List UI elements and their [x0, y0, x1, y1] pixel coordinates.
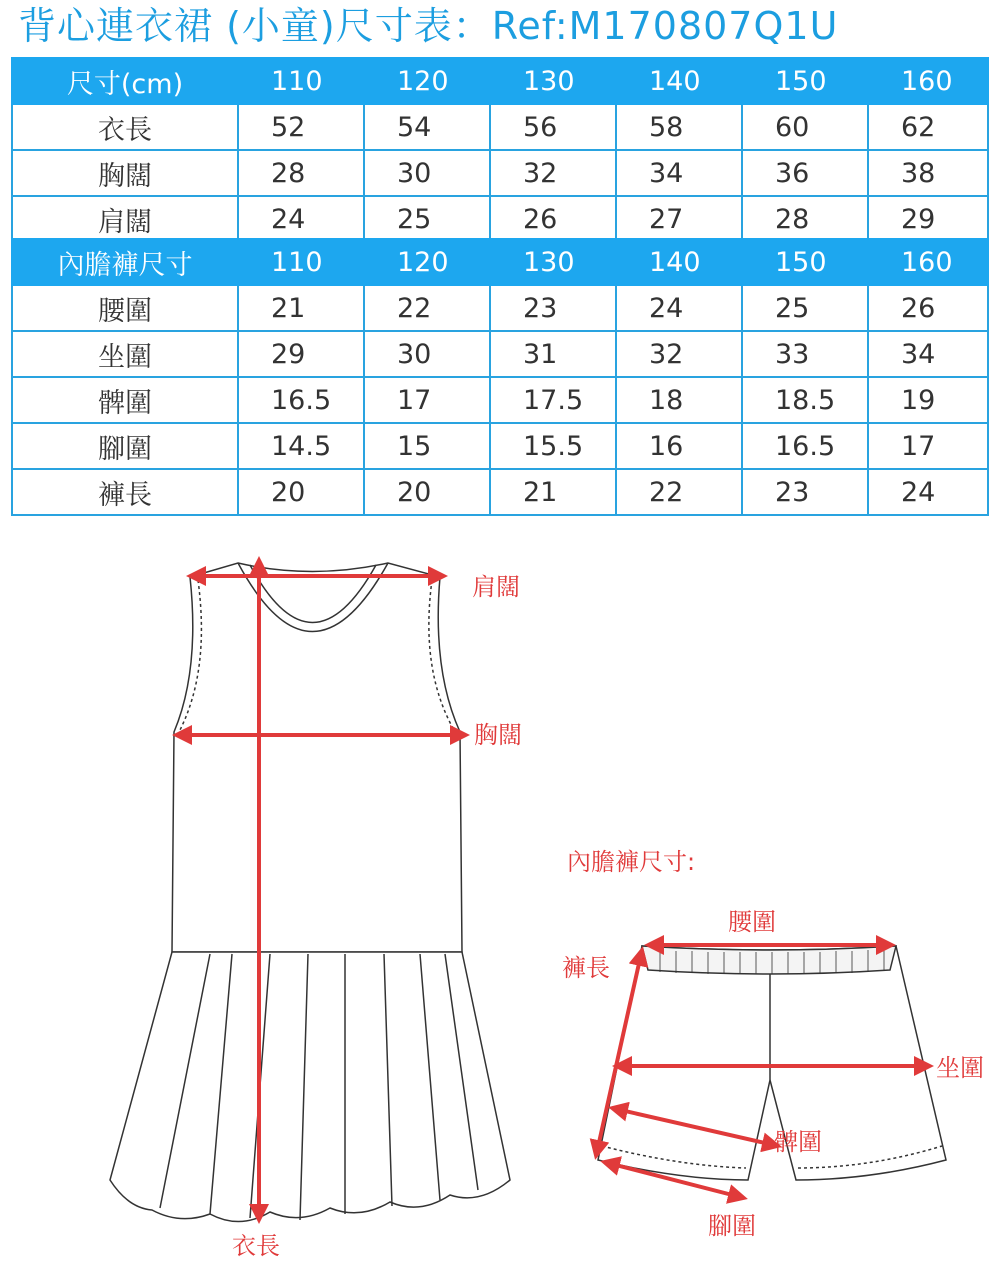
table-cell: 34: [616, 150, 742, 196]
table-cell: 36: [742, 150, 868, 196]
table-cell: 28: [238, 150, 364, 196]
table-row: [12, 377, 988, 423]
table-cell: 58: [616, 104, 742, 150]
thigh-label: 髀圍: [774, 1128, 822, 1156]
table-cell: 29: [238, 331, 364, 377]
table-cell: 17: [868, 423, 988, 469]
table-cell: 17.5: [490, 377, 616, 423]
table-cell: 16.5: [238, 377, 364, 423]
row-label: 髀圍: [12, 377, 238, 423]
table-cell: 30: [364, 150, 490, 196]
measurement-diagrams: [0, 540, 1000, 1281]
header-cell: 140: [616, 239, 742, 285]
table-header-row: [12, 58, 988, 104]
table-cell: 23: [490, 285, 616, 331]
table-cell: 32: [616, 331, 742, 377]
table-cell: 32: [490, 150, 616, 196]
dress-bodice: [172, 563, 462, 952]
table-row: [12, 104, 988, 150]
dress-drawing: [110, 563, 510, 1222]
header-cell: 130: [490, 58, 616, 104]
row-label: 肩闊: [12, 196, 238, 242]
dress-length-label: 衣長: [232, 1232, 280, 1260]
table-cell: 24: [238, 196, 364, 242]
table-cell: 16.5: [742, 423, 868, 469]
page-title: 背心連衣裙 (小童)尺寸表：Ref:M170807Q1U: [18, 4, 839, 48]
hip-label: 坐圍: [936, 1054, 984, 1082]
table-cell: 17: [364, 377, 490, 423]
table-cell: 27: [616, 196, 742, 242]
header-cell: 120: [364, 239, 490, 285]
shoulder-width-label: 肩闊: [472, 573, 520, 601]
shorts-waistband: [642, 946, 896, 974]
table-cell: 22: [616, 469, 742, 515]
table-cell: 21: [490, 469, 616, 515]
table-row: [12, 150, 988, 196]
table-cell: 18.5: [742, 377, 868, 423]
table-cell: 25: [742, 285, 868, 331]
table-cell: 56: [490, 104, 616, 150]
table-cell: 52: [238, 104, 364, 150]
table-header-row: [12, 239, 988, 285]
header-cell: 150: [742, 239, 868, 285]
table-cell: 28: [742, 196, 868, 242]
table-cell: 26: [490, 196, 616, 242]
row-label: 坐圍: [12, 331, 238, 377]
table-row: [12, 196, 988, 242]
row-label: 褲長: [12, 469, 238, 515]
header-cell: 160: [868, 239, 988, 285]
shorts-heading: 內膽褲尺寸:: [567, 848, 696, 876]
shorts-size-table: [11, 238, 989, 516]
table-cell: 30: [364, 331, 490, 377]
table-row: [12, 423, 988, 469]
table-cell: 19: [868, 377, 988, 423]
table-cell: 22: [364, 285, 490, 331]
table-row: [12, 469, 988, 515]
table-cell: 62: [868, 104, 988, 150]
table-cell: 33: [742, 331, 868, 377]
table-row: [12, 331, 988, 377]
row-label: 腰圍: [12, 285, 238, 331]
chest-width-label: 胸闊: [474, 721, 522, 749]
table-cell: 15.5: [490, 423, 616, 469]
table-cell: 38: [868, 150, 988, 196]
table-cell: 23: [742, 469, 868, 515]
header-cell: 110: [238, 58, 364, 104]
header-cell: 140: [616, 58, 742, 104]
table-cell: 20: [238, 469, 364, 515]
table-cell: 25: [364, 196, 490, 242]
table-cell: 24: [868, 469, 988, 515]
header-cell: 內膽褲尺寸: [12, 239, 238, 285]
table-cell: 16: [616, 423, 742, 469]
table-cell: 18: [616, 377, 742, 423]
header-cell: 110: [238, 239, 364, 285]
table-cell: 34: [868, 331, 988, 377]
header-cell: 150: [742, 58, 868, 104]
row-label: 腳圍: [12, 423, 238, 469]
header-cell: 130: [490, 239, 616, 285]
table-cell: 21: [238, 285, 364, 331]
header-cell: 160: [868, 58, 988, 104]
table-cell: 15: [364, 423, 490, 469]
table-cell: 54: [364, 104, 490, 150]
row-label: 衣長: [12, 104, 238, 150]
row-label: 胸闊: [12, 150, 238, 196]
table-cell: 24: [616, 285, 742, 331]
table-row: [12, 285, 988, 331]
table-cell: 14.5: [238, 423, 364, 469]
header-cell: 120: [364, 58, 490, 104]
leg-opening-label: 腳圍: [708, 1212, 756, 1240]
waist-label: 腰圍: [728, 908, 776, 936]
table-cell: 60: [742, 104, 868, 150]
dress-size-table: [11, 57, 989, 243]
table-cell: 29: [868, 196, 988, 242]
table-cell: 31: [490, 331, 616, 377]
shorts-length-label: 褲長: [562, 954, 610, 982]
table-cell: 26: [868, 285, 988, 331]
header-cell: 尺寸(cm): [12, 58, 238, 104]
table-cell: 20: [364, 469, 490, 515]
